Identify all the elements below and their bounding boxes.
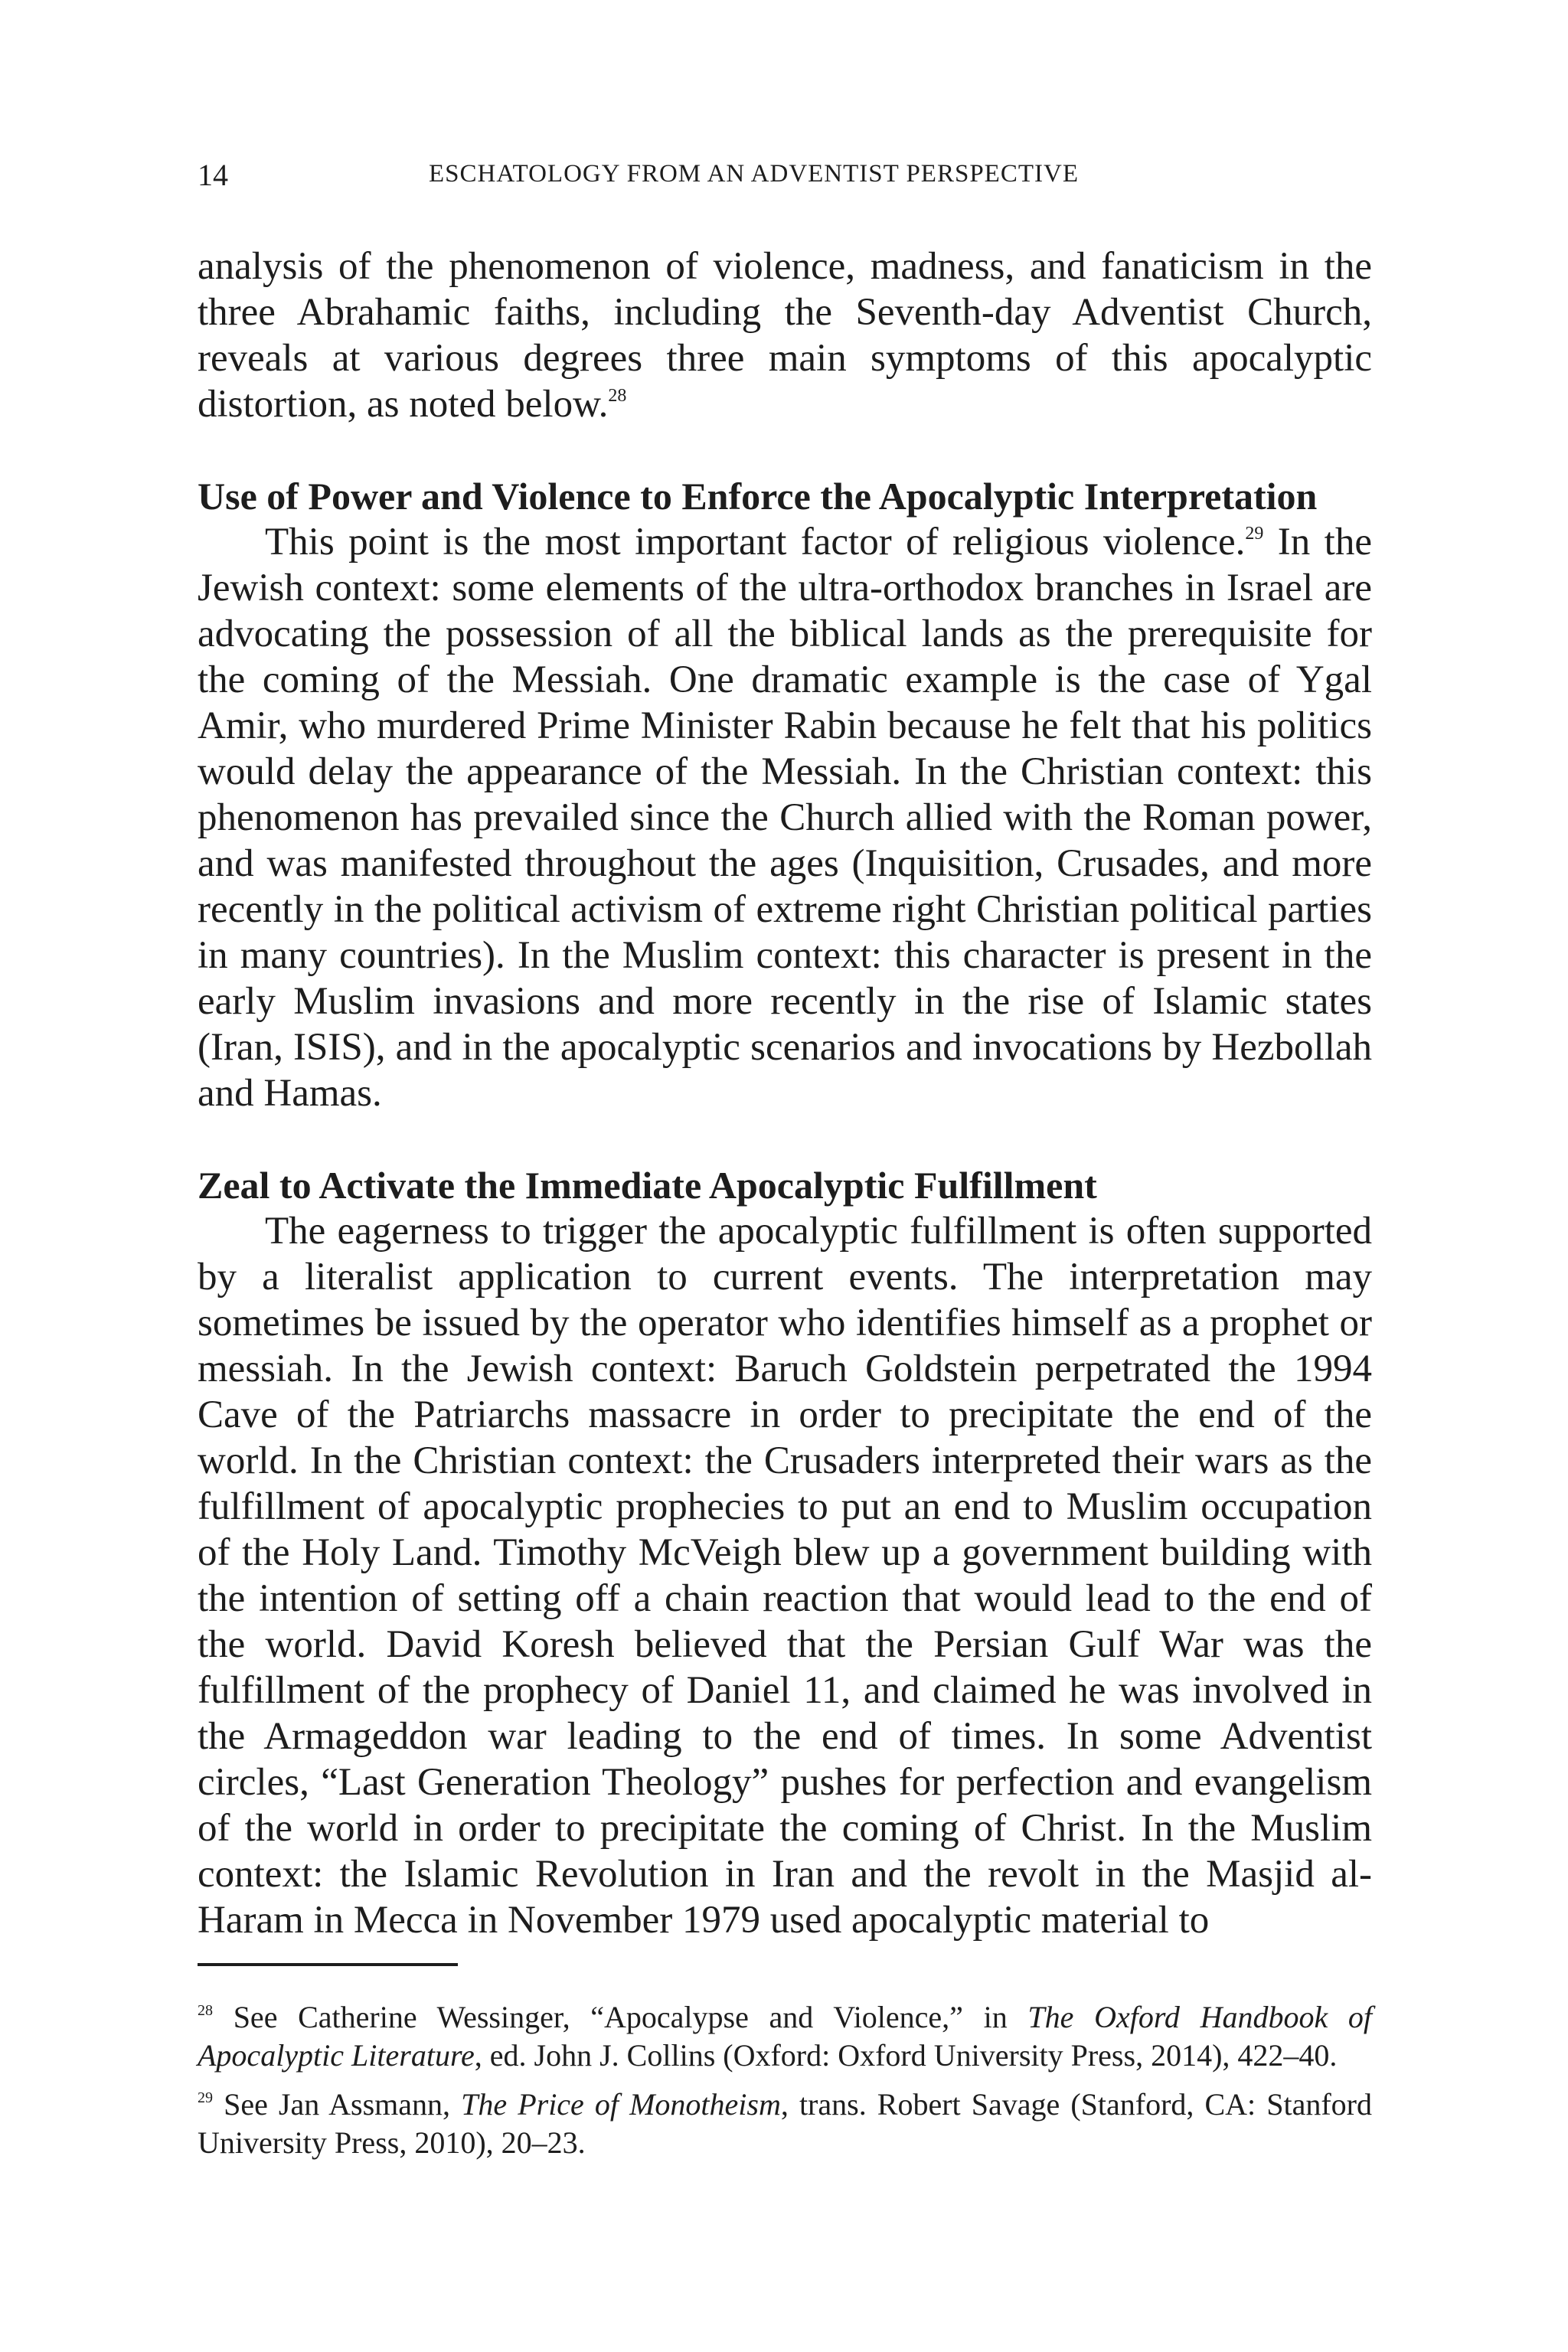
footnote-text: See Catherine Wessinger, “Apocalypse and Violence,” in	[233, 2000, 1028, 2034]
section-heading-power-violence: Use of Power and Violence to Enforce the Apocalyptic Interpretation	[198, 475, 1318, 518]
footnote-divider	[198, 1963, 458, 1966]
intro-paragraph	[198, 243, 1372, 427]
section-heading-zeal: Zeal to Activate the Immediate Apocalyptic Fulfillment	[198, 1164, 1097, 1207]
section-paragraph-power-violence	[198, 519, 1372, 1116]
footnote-book-title: The Price of Monotheism	[461, 2087, 781, 2122]
page-number: 14	[198, 158, 228, 192]
footnote-number: 29	[198, 2089, 213, 2106]
footnote-number: 28	[198, 2002, 213, 2019]
book-page	[198, 0, 1372, 2352]
footnotes	[198, 1998, 1372, 2173]
running-title: ESCHATOLOGY FROM AN ADVENTIST PERSPECTIVE	[429, 160, 1079, 188]
section-paragraph-zeal: The eagerness to trigger the apocalyptic fulfillment is often supported by a literalist application to current events. The interpretation may sometimes be issued by the operator who identifies himself as a prophet or messiah. In the Jewish context: Baruch Goldstein perpetrated the 1994 Cave of the Patriarchs massacre in order to precipitate the end of the world. In the Christian context: the Crusaders interpreted their wars as the fulfillment of apocalyptic prophecies to put an end to Muslim occupation of the Holy Land. Timothy McVeigh blew up a government building with the intention of setting off a chain reaction that would lead to the end of the world. David Koresh believed that the Persian Gulf War was the fulfillment of the prophecy of Daniel 11, and claimed he was involved in the Armageddon war leading to the end of times. In some Adventist circles, “Last Generation Theology” pushes for perfection and evangelism of the world in order to precipitate the coming of Christ. In the Muslim context: the Islamic Revolution in Iran and the revolt in the Masjid al-Haram in Mecca in November 1979 used apocalyptic material to	[198, 1210, 1372, 1942]
intro-text: analysis of the phenomenon of violence, madness, and fanaticism in the three Abrahamic faiths, including the Seventh-day Adventist Church, reveals at various degrees three main symptoms of this apocalyptic distortion, as noted below.	[198, 245, 1372, 426]
footnote-text: , trans. Robert Savage (Stanford, CA: Stanford University Press, 2010), 20–23.	[198, 2087, 1373, 2160]
footnote-29	[198, 2086, 1372, 2162]
footnote-28	[198, 1998, 1372, 2075]
footnote-ref-28[interactable]: 28	[608, 386, 627, 406]
footnote-book-title: The Oxford Handbook of Apocalyptic Literature	[198, 2000, 1373, 2073]
footnote-text: See Jan Assmann,	[224, 2087, 462, 2122]
footnote-text: , ed. John J. Collins (Oxford: Oxford University Press, 2014), 422–40.	[474, 2038, 1338, 2073]
running-head	[198, 157, 1372, 195]
paragraph-text: In the Jewish context: some elements of the ultra-orthodox branches in Israel are advocating the possession of all the biblical lands as the prerequisite for the coming of the Messiah. One dramatic example is the case of Ygal Amir, who murdered Prime Minister Rabin because he felt that his politics would delay the appearance of the Messiah. In the Christian context: this phenomenon has prevailed since the Church allied with the Roman power, and was manifested throughout the ages (Inquisition, Crusades, and more recently in the political activism of extreme right Christian political parties in many countries). In the Muslim context: this character is present in the early Muslim invasions and more recently in the rise of Islamic states (Iran, ISIS), and in the apocalyptic scenarios and invocations by Hezbollah and Hamas.	[198, 521, 1372, 1115]
footnote-ref-29[interactable]: 29	[1245, 524, 1264, 544]
paragraph-text: This point is the most important factor of religious violence.	[265, 521, 1246, 564]
body-text	[198, 243, 1372, 1943]
